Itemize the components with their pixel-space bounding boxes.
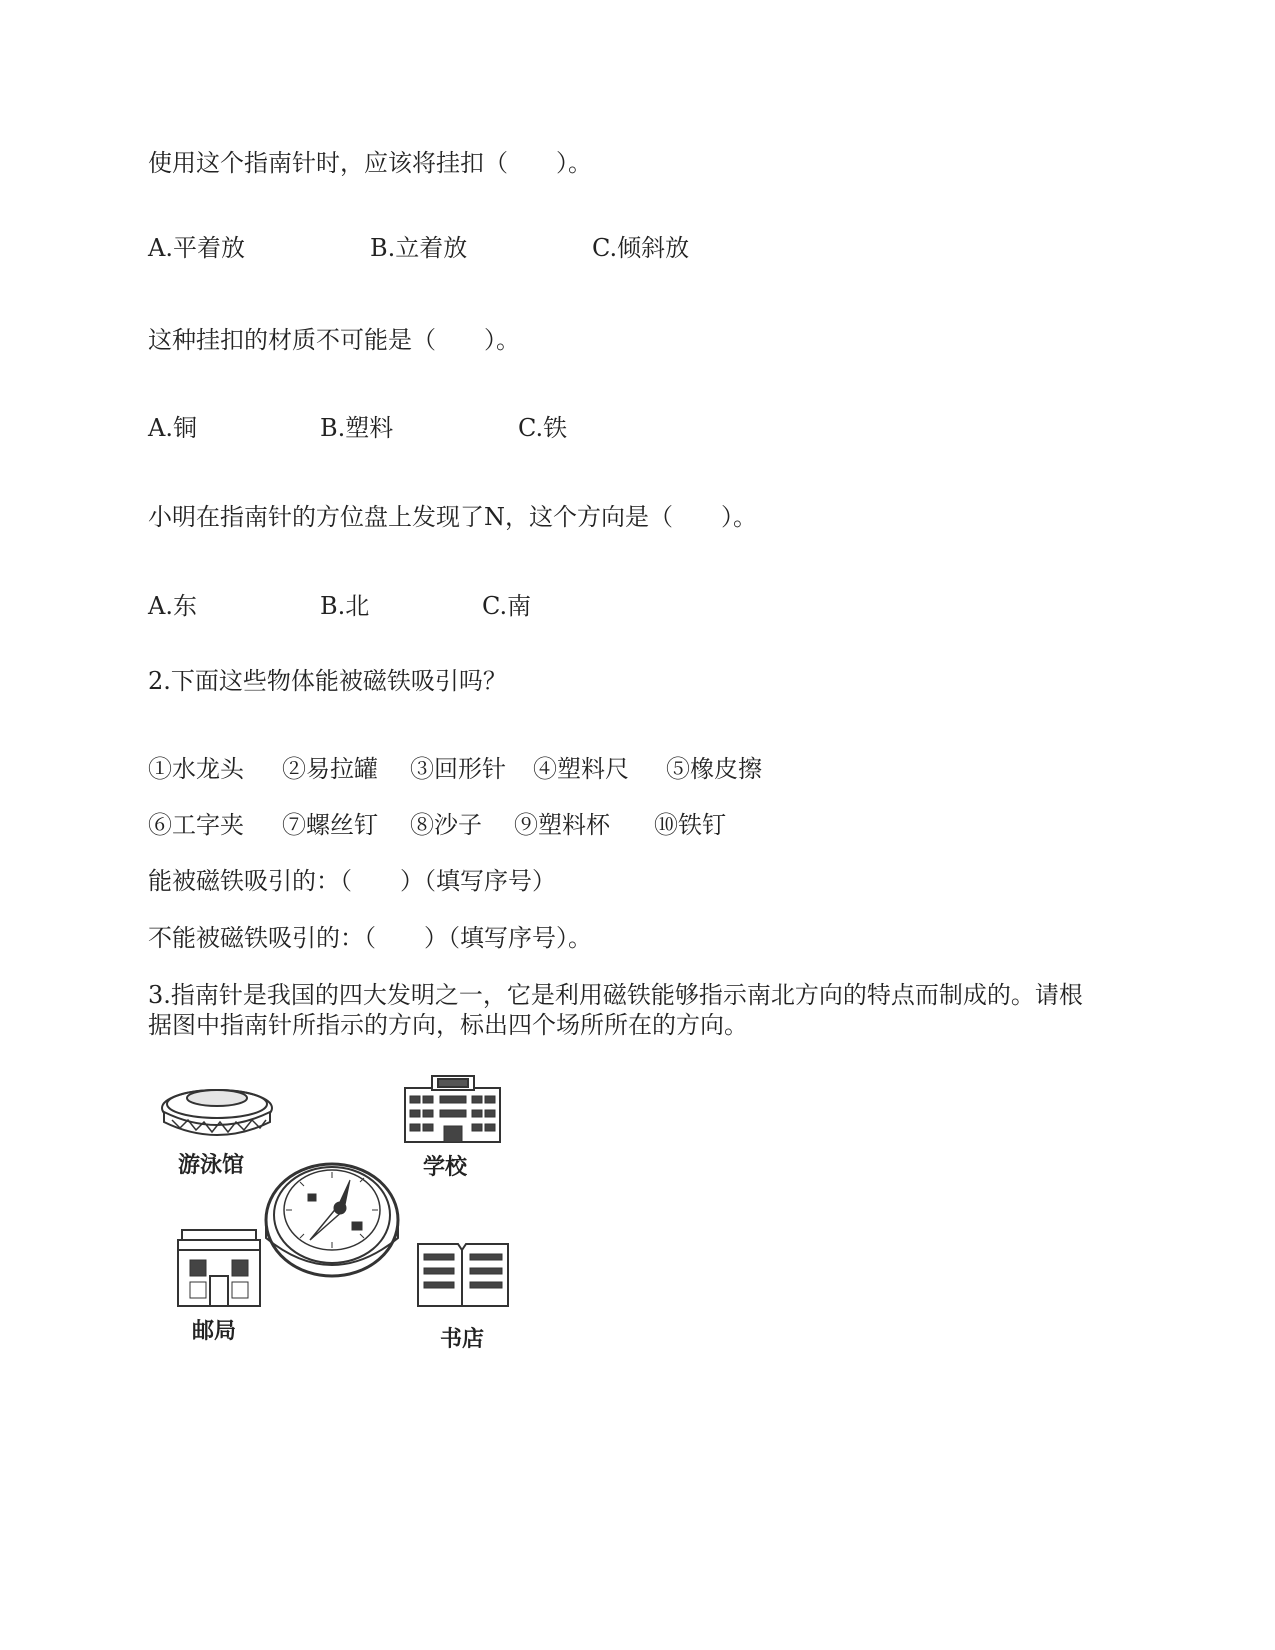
post-office-icon bbox=[178, 1230, 260, 1306]
label-bookstore: 书店 bbox=[440, 1327, 485, 1352]
q1-sub2-option-b: B.塑料 bbox=[320, 414, 394, 442]
q1-sub1-option-c: C.倾斜放 bbox=[592, 234, 690, 262]
q2-item-4: ④塑料尺 bbox=[533, 755, 629, 783]
q1-sub3-option-a: A.东 bbox=[148, 592, 197, 620]
q1-sub3-stem: 小明在指南针的方位盘上发现了N，这个方向是（ ）。 bbox=[148, 503, 757, 531]
bookstore-icon bbox=[418, 1244, 508, 1306]
q1-sub2-stem: 这种挂扣的材质不可能是（ ）。 bbox=[148, 326, 520, 354]
q3-text-line2: 据图中指南针所指示的方向，标出四个场所所在的方向。 bbox=[148, 1011, 748, 1039]
q2-item-6: ⑥工字夹 bbox=[148, 811, 244, 839]
label-school: 学校 bbox=[423, 1155, 468, 1180]
q1-sub1-stem: 使用这个指南针时，应该将挂扣（ ）。 bbox=[148, 149, 592, 177]
q2-item-8: ⑧沙子 bbox=[410, 811, 482, 839]
q2-item-9: ⑨塑料杯 bbox=[514, 811, 610, 839]
q2-item-2: ②易拉罐 bbox=[282, 755, 378, 783]
q2-title: 2.下面这些物体能被磁铁吸引吗？ bbox=[148, 667, 507, 695]
q2-item-7: ⑦螺丝钉 bbox=[282, 811, 378, 839]
q1-sub2-option-c: C.铁 bbox=[518, 414, 568, 442]
compass-map-figure bbox=[160, 1070, 540, 1410]
q2-item-1: ①水龙头 bbox=[148, 755, 244, 783]
school-icon bbox=[405, 1076, 500, 1142]
label-swimming-pool: 游泳馆 bbox=[178, 1153, 245, 1178]
q2-item-3: ③回形针 bbox=[410, 755, 506, 783]
q1-sub2-option-a: A.铜 bbox=[148, 414, 197, 442]
q2-item-5: ⑤橡皮擦 bbox=[666, 755, 762, 783]
q3-text-line1: 3.指南针是我国的四大发明之一，它是利用磁铁能够指示南北方向的特点而制成的。请根 bbox=[148, 981, 1083, 1009]
compass-icon bbox=[266, 1164, 398, 1276]
q1-sub3-option-b: B.北 bbox=[320, 592, 370, 620]
label-post-office: 邮局 bbox=[192, 1319, 237, 1344]
q2-item-10: ⑩铁钉 bbox=[654, 811, 726, 839]
q2-attracted-blank: 能被磁铁吸引的：（ ）（填写序号） bbox=[148, 867, 556, 895]
swimming-pool-icon bbox=[162, 1090, 272, 1135]
q1-sub1-option-a: A.平着放 bbox=[148, 234, 245, 262]
q1-sub3-option-c: C.南 bbox=[482, 592, 532, 620]
q2-not-attracted-blank: 不能被磁铁吸引的：（ ）（填写序号）。 bbox=[148, 924, 592, 952]
q1-sub1-option-b: B.立着放 bbox=[370, 234, 468, 262]
